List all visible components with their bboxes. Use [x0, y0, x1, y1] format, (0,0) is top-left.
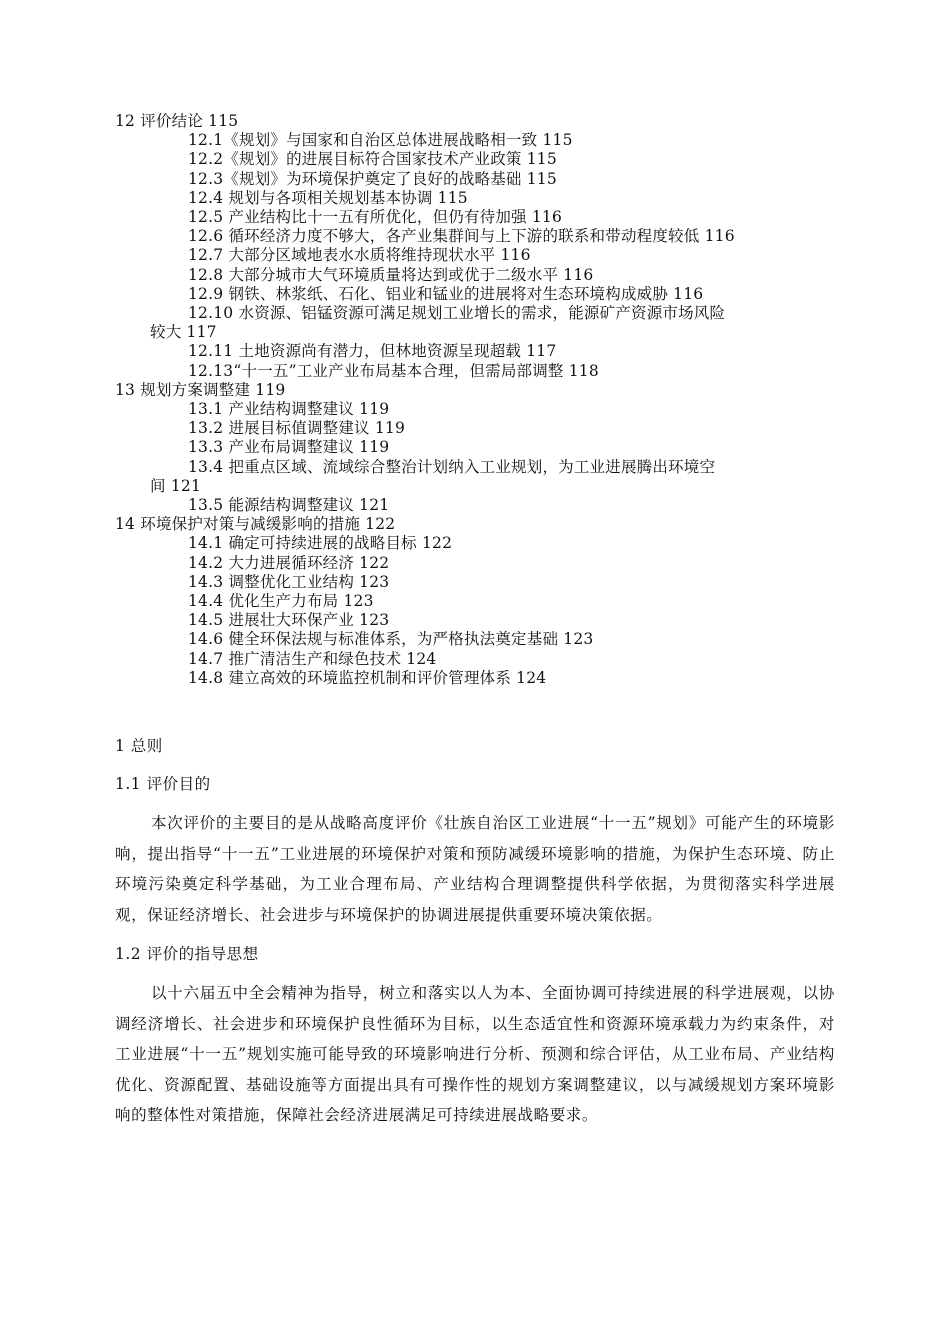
toc-entry-12-10-continuation: 较大 117 — [150, 323, 217, 342]
section-heading-1-1: 1.1 评价目的 — [115, 775, 211, 793]
toc-entry-12-8[interactable]: 12.8 大部分城市大气环境质量将达到或优于二级水平 116 — [188, 265, 594, 284]
toc-entry-12-10[interactable] — [115, 304, 845, 342]
toc-entry-13-5[interactable]: 13.5 能源结构调整建议 121 — [188, 496, 390, 515]
chapter-heading: 1 总则 — [115, 737, 163, 755]
toc-entry-13-3[interactable]: 13.3 产业布局调整建议 119 — [188, 438, 390, 457]
toc-entry-13-4-text: 13.4 把重点区域、流域综合整治计划纳入工业规划，为工业进展腾出环境空 — [188, 457, 716, 476]
toc-entry-12-6[interactable]: 12.6 循环经济力度不够大，各产业集群间与上下游的联系和带动程度较低 116 — [188, 227, 735, 246]
paragraph-evaluation-purpose: 本次评价的主要目的是从战略高度评价《壮族自治区工业进展“十一五”规划》可能产生的环境影响，提出指导“十一五”工业进展的环境保护对策和预防减缓环境影响的措施，为保护生态环境、防止环境污染奠定科学基础，为工业合理布局、产业结构合理调整提供科学依据，为贯彻落实科学进展观，保证经济增长、社会进步与环境保护的协调进展提供重要环境决策依据。 — [115, 814, 835, 924]
toc-entry-14-3[interactable]: 14.3 调整优化工业结构 123 — [188, 572, 390, 591]
toc-entry-13-4-continuation: 间 121 — [150, 476, 202, 495]
toc-entry-12-11[interactable]: 12.11 土地资源尚有潜力，但林地资源呈现超载 117 — [188, 342, 557, 361]
toc-entry-14-4[interactable]: 14.4 优化生产力布局 123 — [188, 592, 374, 611]
toc-entry-12-1[interactable]: 12.1《规划》与国家和自治区总体进展战略相一致 115 — [188, 131, 573, 150]
toc-entry-14-1[interactable]: 14.1 确定可持续进展的战略目标 122 — [188, 534, 453, 553]
section-heading-1-2: 1.2 评价的指导思想 — [115, 945, 259, 963]
toc-entry-13-1[interactable]: 13.1 产业结构调整建议 119 — [188, 400, 390, 419]
toc-entry-14-6[interactable]: 14.6 健全环保法规与标准体系，为严格执法奠定基础 123 — [188, 630, 594, 649]
toc-entry-12-2[interactable]: 12.2《规划》的进展目标符合国家技术产业政策 115 — [188, 150, 557, 169]
toc-entry-14-7[interactable]: 14.7 推广清洁生产和绿色技术 124 — [188, 649, 437, 668]
document-body — [115, 736, 835, 1145]
toc-entry-12-5[interactable]: 12.5 产业结构比十一五有所优化，但仍有待加强 116 — [188, 208, 563, 227]
toc-entry-14-8[interactable]: 14.8 建立高效的环境监控机制和评价管理体系 124 — [188, 668, 547, 687]
table-of-contents — [115, 112, 845, 688]
toc-entry-13[interactable]: 13 规划方案调整建 119 — [115, 380, 286, 399]
toc-entry-12-13[interactable]: 12.13“十一五”工业产业布局基本合理，但需局部调整 118 — [188, 361, 599, 380]
toc-entry-12-9[interactable]: 12.9 钢铁、林浆纸、石化、铝业和锰业的进展将对生态环境构成威胁 116 — [188, 284, 704, 303]
toc-entry-13-4[interactable] — [115, 458, 845, 496]
toc-entry-12-7[interactable]: 12.7 大部分区域地表水水质将维持现状水平 116 — [188, 246, 531, 265]
toc-entry-12[interactable]: 12 评价结论 115 — [115, 112, 239, 130]
toc-entry-14-5[interactable]: 14.5 进展壮大环保产业 123 — [188, 611, 390, 630]
paragraph-guiding-ideology: 以十六届五中全会精神为指导，树立和落实以人为本、全面协调可持续进展的科学进展观，以协调经济增长、社会进步和环境保护良性循环为目标，以生态适宜性和资源环境承载力为约束条件，对工业进展“十一五”规划实施可能导致的环境影响进行分析、预测和综合评估，从工业布局、产业结构优化、资源配置、基础设施等方面提出具有可操作性的规划方案调整建议，以与减缓规划方案环境影响的整体性对策措施，保障社会经济进展满足可持续进展战略要求。 — [115, 984, 835, 1124]
toc-entry-12-10-text: 12.10 水资源、铝锰资源可满足规划工业增长的需求，能源矿产资源市场风险 — [188, 304, 726, 323]
toc-entry-12-3[interactable]: 12.3《规划》为环境保护奠定了良好的战略基础 115 — [188, 169, 557, 188]
toc-entry-14-2[interactable]: 14.2 大力进展循环经济 122 — [188, 553, 390, 572]
toc-entry-12-4[interactable]: 12.4 规划与各项相关规划基本协调 115 — [188, 188, 468, 207]
toc-entry-13-2[interactable]: 13.2 进展目标值调整建议 119 — [188, 419, 406, 438]
toc-entry-14[interactable]: 14 环境保护对策与减缓影响的措施 122 — [115, 515, 396, 534]
